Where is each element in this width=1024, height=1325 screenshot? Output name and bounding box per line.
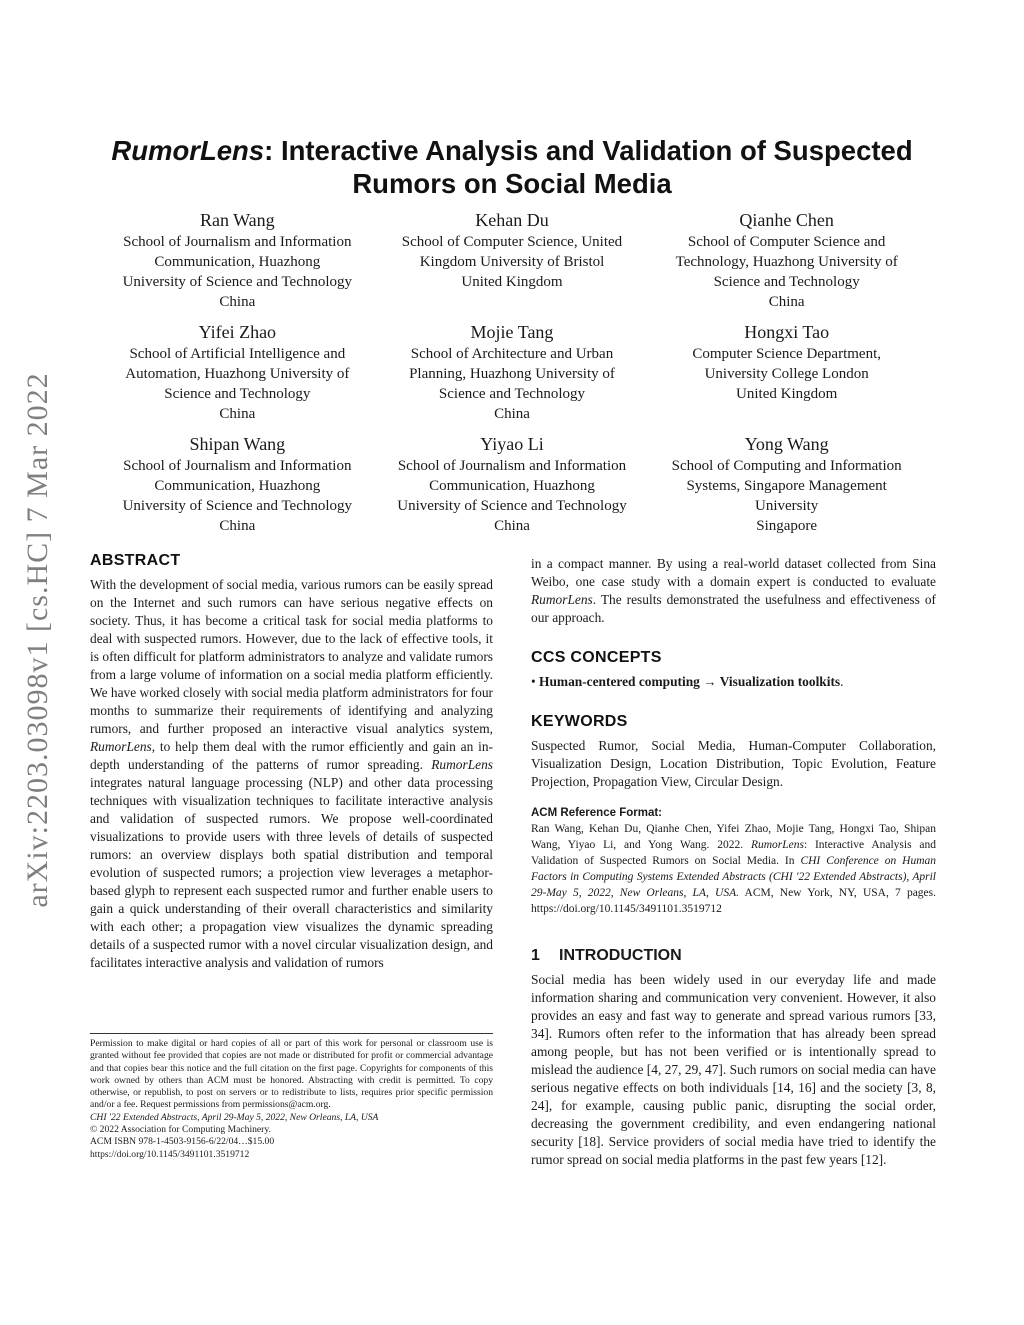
affiliation-line: China [494,518,530,534]
introduction-text: Social media has been widely used in our everyday life and made information sharing and communication very convenient. However, it also provides an easy and fast way to generate and spread various rumors [33, 34]. Rumors often refer to the information that has already been spread among people, but has not been verified or is intentionally spread to mislead the audience [4, 27, 29, 47]. Such rumors on social media can have serious negative effects on both individuals [14, 16] and the society [3, 8, 24], for example, causing public panic, disrupting the social order, decreasing the government credibility, and even endangering national security [18]. Service providers of social media have tried to identify the rumor spread on social media platforms in the past few years [12]. [531,972,936,1167]
affiliation-line: School of Artificial Intelligence and [129,346,346,362]
title-rest: : Interactive Analysis and Validation of Suspected Rumors on Social Media [264,135,913,199]
author-affiliation [100,344,375,424]
abstract-span: With the development of social media, various rumors can be easily spread on the Internet and such rumors can have serious negative effects on society. Thus, it has become a critical task for social media platforms to deal with suspected rumors. However, due to the lack of effective tools, it is often difficult for platform administrators to analyze and validate rumors from a large volume of information on a social media platform efficiently. We have worked closely with social media platform administrators for four months to summarize their requirements of identifying and analyzing rumors, and further proposed an interactive visual analytics system, [90,577,493,736]
author-affiliation [375,344,650,424]
affiliation-line: University [754,498,819,514]
affiliation-line: China [494,406,530,422]
affiliation-line: School of Journalism and Information [123,234,352,250]
ccs-heading: CCS CONCEPTS [531,649,662,666]
author-affiliation [100,232,375,312]
abstract-span: in a compact manner. By using a real-world dataset collected from Sina Weibo, one case study with a domain expert is conducted to evaluate [531,556,936,589]
author-affiliation [649,344,924,404]
affiliation-line: Communication, Huazhong [154,254,321,270]
copyright-line: © 2022 Association for Computing Machinery. [90,1124,271,1136]
author-block [100,432,375,536]
section-number: 1 [531,947,540,964]
affiliation-line: China [219,406,256,422]
affiliation-line: Computer Science Department, [692,346,881,362]
author-name: Yong Wang [744,434,829,454]
affiliation-line: United Kingdom [461,274,563,290]
affiliation-line: School of Computer Science, United [401,234,623,250]
abstract-heading: ABSTRACT [90,552,181,569]
permission-footnote [90,1033,493,1161]
ref-system-name: RumorLens [750,839,804,851]
affiliation-line: Science and Technology [438,386,586,402]
affiliation-line: University of Science and Technology [122,274,353,290]
author-affiliation [375,456,650,536]
author-block [649,208,924,312]
paper-title [80,134,944,200]
author-block [375,432,650,536]
ccs-concept-item [531,673,936,691]
ccs-bullet: • [531,674,540,689]
abstract-span: , to help them deal with the rumor efficiently and gain an in-depth understanding of the patterns of rumor spreading. [90,739,493,772]
keywords-heading: KEYWORDS [531,713,628,730]
ref-venue: CHI Conference on Human Factors in Computing Systems Extended Abstracts (CHI '22 Extended Abstracts), April 29-May 5, 2022, New Orleans, LA, USA. [531,855,936,899]
author-name: Kehan Du [475,210,549,230]
author-block [375,320,650,424]
doi-line: https://doi.org/10.1145/3491101.3519712 [90,1148,250,1160]
ccs-end: . [840,674,844,689]
ref-span: Ran Wang, Kehan Du, Qianhe Chen, Yifei Zhao, Mojie Tang, Hongxi Tao, Shipan Wang, Yiyao Li, and Yong Wang. 2022. [531,823,936,851]
affiliation-line: Kingdom University of Bristol [419,254,605,270]
affiliation-line: School of Journalism and Information [397,458,627,474]
affiliation-line: China [219,294,256,310]
affiliation-line: China [219,518,256,534]
affiliation-line: School of Computer Science and [687,234,886,250]
abstract-system-name: RumorLens [90,739,152,754]
affiliation-line: China [768,294,805,310]
affiliation-line: Planning, Huazhong University of [409,366,615,382]
ref-span: : Interactive Analysis and Validation of Suspected Rumors on Social Media. In [531,839,936,867]
abstract-span: . The results demonstrated the usefulness and effectiveness of our approach. [531,592,936,625]
affiliation-line: Science and Technology [164,386,311,402]
affiliation-line: Communication, Huazhong [154,478,321,494]
affiliation-line: United Kingdom [736,386,838,402]
ref-span: ACM, New York, NY, USA, 7 pages. https://doi.org/10.1145/3491101.3519712 [531,887,937,915]
affiliation-line: Automation, Huazhong University of [125,366,350,382]
introduction-heading [531,947,936,965]
keywords-text: Suspected Rumor, Social Media, Human-Computer Collaboration, Visualization Design, Location Distribution, Topic Evolution, Feature Projection, Propagation View, Circular Design. [531,738,936,789]
abstract-span: integrates natural language processing (NLP) and other data processing techniques with visualization techniques to facilitate interactive analysis and validation of suspected rumors. We propose well-coordinated visualizations to provide users with three levels of details of suspected rumors: an overview displays both spatial distribution and temporal evolution of suspected rumors; a projection view leverages a metaphor-based glyph to represent each suspected rumor and further enable users to gain a quick understanding of their overall characteristics and similarity with each other; a propagation view visualizes the dynamic spreading details of a suspected rumor with a novel circular visualization design, and facilitates interactive analysis and validation of rumors [90,775,493,970]
affiliation-line: Communication, Huazhong [429,478,595,494]
arxiv-stamp: arXiv:2203.03098v1 [cs.HC] 7 Mar 2022 [21,372,54,908]
title-system-name: RumorLens [111,135,265,166]
affiliation-line: Technology, Huazhong University of [675,254,898,270]
affiliation-line: School of Architecture and Urban [410,346,614,362]
isbn-line: ACM ISBN 978-1-4503-9156-6/22/04…$15.00 [90,1136,275,1148]
affiliation-line: Systems, Singapore Management [686,478,887,494]
abstract-system-name: RumorLens [431,757,493,772]
author-block [375,208,650,312]
section-title: INTRODUCTION [559,947,682,964]
right-column [531,555,936,1169]
author-name: Shipan Wang [189,434,286,454]
author-block [100,320,375,424]
ccs-arrow: → [699,674,720,689]
author-affiliation [649,232,924,312]
acm-reference-text [531,821,936,917]
affiliation-line: School of Computing and Information [671,458,902,474]
author-name: Yiyao Li [480,434,544,454]
author-name: Hongxi Tao [744,322,830,342]
author-block [649,320,924,424]
abstract-text [90,576,493,972]
author-affiliation [375,232,650,292]
affiliation-line: University of Science and Technology [397,498,627,514]
affiliation-line: Science and Technology [713,274,860,290]
author-name: Mojie Tang [470,322,554,342]
acm-reference-heading: ACM Reference Format: [531,807,662,819]
author-name: Yifei Zhao [198,322,277,342]
author-block [100,208,375,312]
author-block [649,432,924,536]
left-column [90,552,493,972]
author-affiliation [649,456,924,536]
ccs-concept-a: Human-centered computing [539,674,700,689]
author-affiliation [100,456,375,536]
author-name: Ran Wang [199,210,275,230]
affiliation-line: University of Science and Technology [122,498,353,514]
author-grid [100,208,924,536]
affiliation-line: School of Journalism and Information [123,458,352,474]
abstract-system-name: RumorLens [531,592,593,607]
abstract-continued [531,555,936,627]
affiliation-line: University College London [704,366,869,382]
author-name: Qianhe Chen [739,210,834,230]
affiliation-line: Singapore [756,518,818,534]
permission-text: Permission to make digital or hard copies of all or part of this work for personal or classroom use is granted without fee provided that copies are not made or distributed for profit or commercial advantage and that copies bear this notice and the full citation on the first page. Copyrights for components of this work owned by others than ACM must be honored. Abstracting with credit is permitted. To copy otherwise, or republish, to post on servers or to redistribute to lists, requires prior specific permission and/or a fee. Request permissions from permissions@acm.org. [90,1038,493,1111]
ccs-concept-b: Visualization toolkits [719,674,841,689]
venue-line: CHI '22 Extended Abstracts, April 29-May 5, 2022, New Orleans, LA, USA [90,1111,379,1123]
